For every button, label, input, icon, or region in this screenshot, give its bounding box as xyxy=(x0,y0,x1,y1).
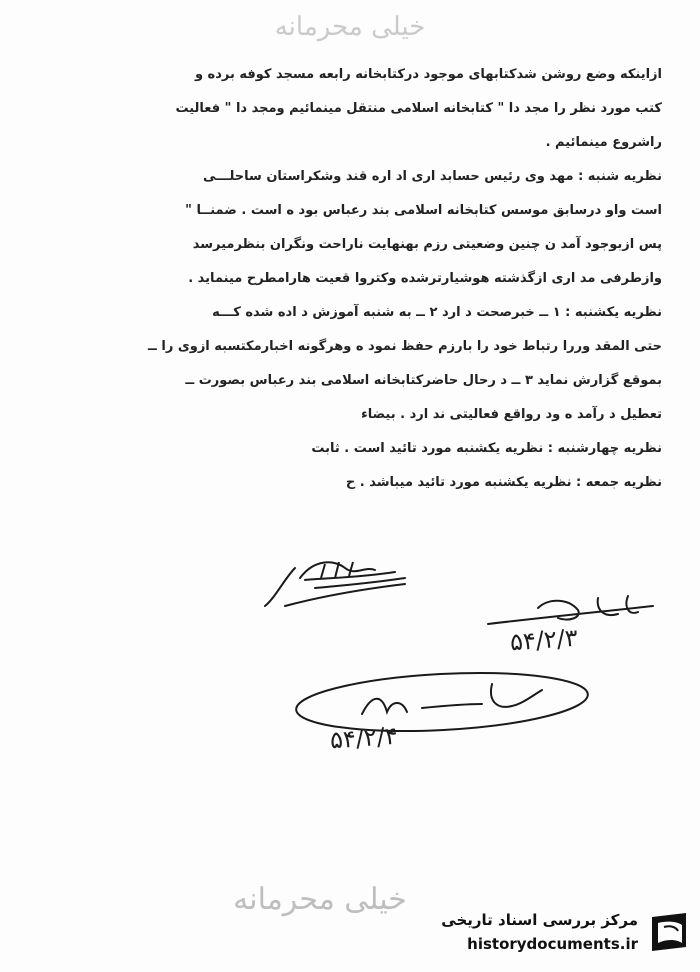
text-line-12: نظریه چهارشنبه : نظریه یکشنبه مورد تائید است . ثابت xyxy=(311,441,662,456)
signature-left xyxy=(255,548,415,618)
text-line-13: نظریه جمعه : نظریه یکشنبه مورد تائید میباشد . ح xyxy=(345,475,662,490)
text-line-2: کتب مورد نظر را مجد دا " کتابخانه اسلامی منتقل مینمائیم ومجد دا " فعالیت xyxy=(175,101,662,116)
text-line-6: پس ازبوجود آمد ن چنین وضعیتی رزم بهنهایت ناراحت ونگران بنظرمیرسد xyxy=(192,237,662,252)
text-line-4: نظریه شنبه : مهد وی رئیس حسابد اری اد اره قند وشکراستان ساحلـــی xyxy=(202,169,662,184)
date-1: ۵۴/۲/۳ xyxy=(509,623,579,657)
date-2: ۵۴/۲/۴ xyxy=(329,721,399,755)
classification-stamp-bottom: خیلی محرمانه xyxy=(233,882,407,917)
text-line-7: وازطرفی مد اری ازگذشته هوشیارترشده وکتروا قعیت هارامطرح مینماید . xyxy=(188,271,662,286)
book-logo-icon xyxy=(646,909,692,955)
org-name: مرکز بررسی اسناد تاریخی xyxy=(441,911,638,929)
text-line-10: بموقع گزارش نماید ۳ ــ د رحال حاضرکتابخانه اسلامی بند رعباس بصورت ــ xyxy=(185,373,662,388)
classification-stamp-top: خیلی محرمانه xyxy=(274,12,426,42)
text-line-11: تعطیل د رآمد ه ود رواقع فعالیتی ند ارد . بیضاء xyxy=(361,407,662,422)
text-line-3: راشروع مینمائیم . xyxy=(545,135,662,150)
text-line-5: است واو درسابق موسس کتابخانه اسلامی بند رعباس بود ه است . ضمنــا " xyxy=(185,203,662,218)
watermark-logo xyxy=(392,905,692,963)
org-url: historydocuments.ir xyxy=(467,935,638,953)
text-line-1: ازاینکه وضع روشن شدکتابهای موجود درکتابخانه رابعه مسجد کوفه برده و xyxy=(194,67,662,82)
text-line-8: نظریه یکشنبه : ۱ ــ خبرصحت د ارد ۲ ــ به شنبه آموزش د اده شده کـــه xyxy=(212,305,662,320)
text-line-9: حتی المقد وررا رتباط خود را بارزم حفظ نمود ه وهرگونه اخبارمکتسبه ازوی را ــ xyxy=(147,339,662,354)
document-body xyxy=(40,58,662,500)
